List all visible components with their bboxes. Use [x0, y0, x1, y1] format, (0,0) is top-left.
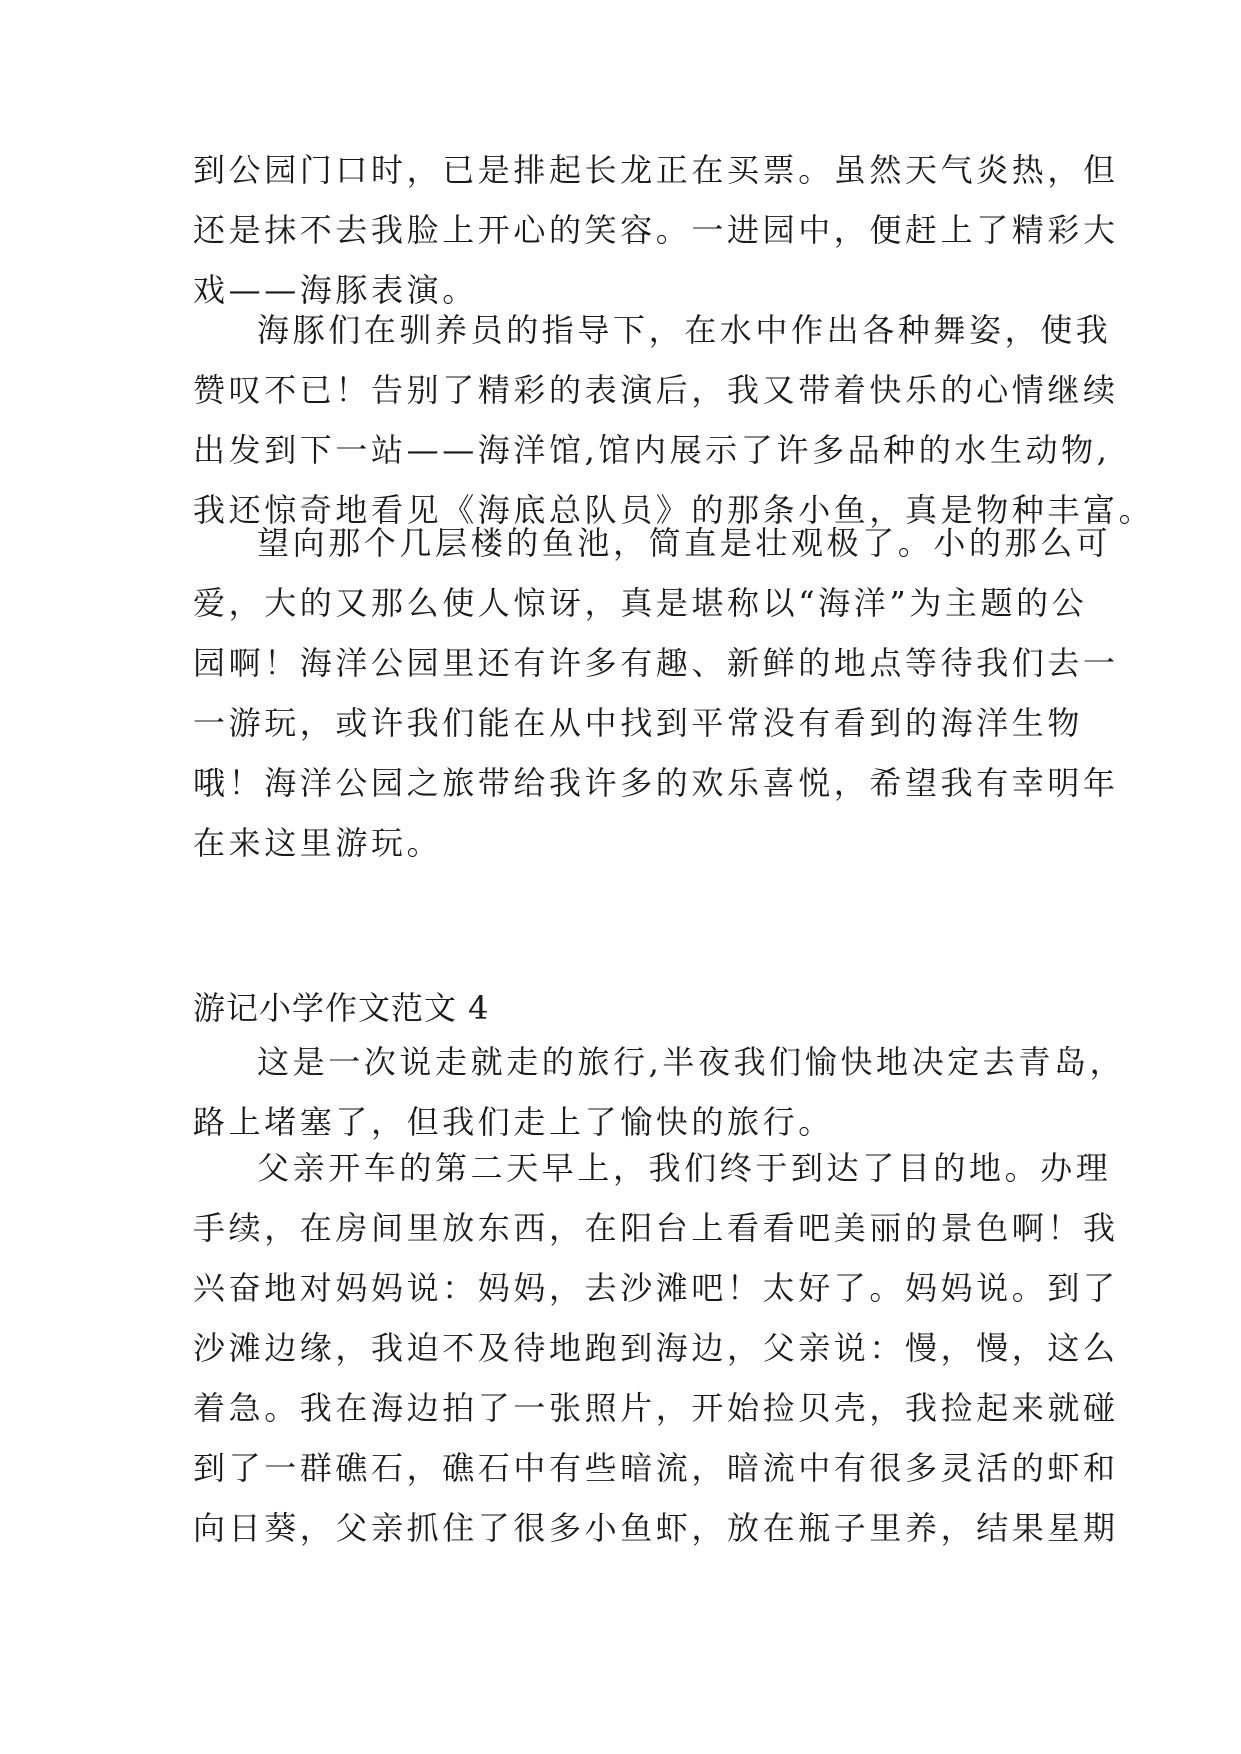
- paragraph-2: [193, 300, 1155, 540]
- paragraph-5-line-4: 沙滩边缘，我迫不及待地跑到海边，父亲说：慢，慢，这么: [193, 1329, 1119, 1367]
- paragraph-5-line-2: 手续，在房间里放东西，在阳台上看看吧美丽的景色啊！我: [193, 1209, 1119, 1247]
- paragraph-3-line-1: 望向那个几层楼的鱼池，简直是壮观极了。小的那么可: [257, 524, 1112, 562]
- paragraph-5-line-1: 父亲开车的第二天早上，我们终于到达了目的地。办理: [257, 1149, 1112, 1187]
- paragraph-2-line-3: 出发到下一站——海洋馆,馆内展示了许多品种的水生动物,: [193, 431, 1111, 469]
- paragraph-1-line-2: 还是抹不去我脸上开心的笑容。一进园中，便赶上了精彩大: [193, 211, 1119, 249]
- paragraph-4-line-1: 这是一次说走就走的旅行,半夜我们愉快地决定去青岛，: [257, 1043, 1126, 1081]
- paragraph-5-line-5: 着急。我在海边拍了一张照片，开始捡贝壳，我捡起来就碰: [193, 1389, 1119, 1427]
- paragraph-4-line-2: 路上堵塞了，但我们走上了愉快的旅行。: [193, 1103, 834, 1141]
- paragraph-4: [193, 1032, 1126, 1152]
- paragraph-1-line-3: 戏——海豚表演。: [193, 271, 478, 309]
- paragraph-5-line-3: 兴奋地对妈妈说：妈妈，去沙滩吧！太好了。妈妈说。到了: [193, 1269, 1119, 1307]
- paragraph-1-line-1: 到公园门口时，已是排起长龙正在买票。虽然天气炎热，但: [193, 151, 1119, 189]
- paragraph-3-line-5: 哦！海洋公园之旅带给我许多的欢乐喜悦，希望我有幸明年: [193, 764, 1119, 802]
- paragraph-2-line-4: 我还惊奇地看见《海底总队员》的那条小鱼，真是物种丰富。: [193, 491, 1155, 529]
- paragraph-2-line-1: 海豚们在驯养员的指导下，在水中作出各种舞姿，使我: [257, 311, 1112, 349]
- section-heading: 游记小学作文范文 4: [193, 989, 490, 1027]
- paragraph-3-line-4: 一游玩，或许我们能在从中找到平常没有看到的海洋生物: [193, 704, 1084, 742]
- paragraph-2-line-2: 赞叹不已！告别了精彩的表演后，我又带着快乐的心情继续: [193, 371, 1119, 409]
- paragraph-3-line-6: 在来这里游玩。: [193, 824, 443, 862]
- paragraph-3: [193, 513, 1119, 873]
- paragraph-3-line-3: 园啊！海洋公园里还有许多有趣、新鲜的地点等待我们去一: [193, 644, 1119, 682]
- paragraph-5-line-6: 到了一群礁石，礁石中有些暗流，暗流中有很多灵活的虾和: [193, 1449, 1119, 1487]
- paragraph-5-line-7: 向日葵，父亲抓住了很多小鱼虾，放在瓶子里养，结果星期: [193, 1509, 1119, 1547]
- paragraph-1: [193, 140, 1119, 320]
- paragraph-5: [193, 1138, 1119, 1558]
- paragraph-3-line-2: 爱，大的又那么使人惊讶，真是堪称以“海洋”为主题的公: [193, 584, 1088, 622]
